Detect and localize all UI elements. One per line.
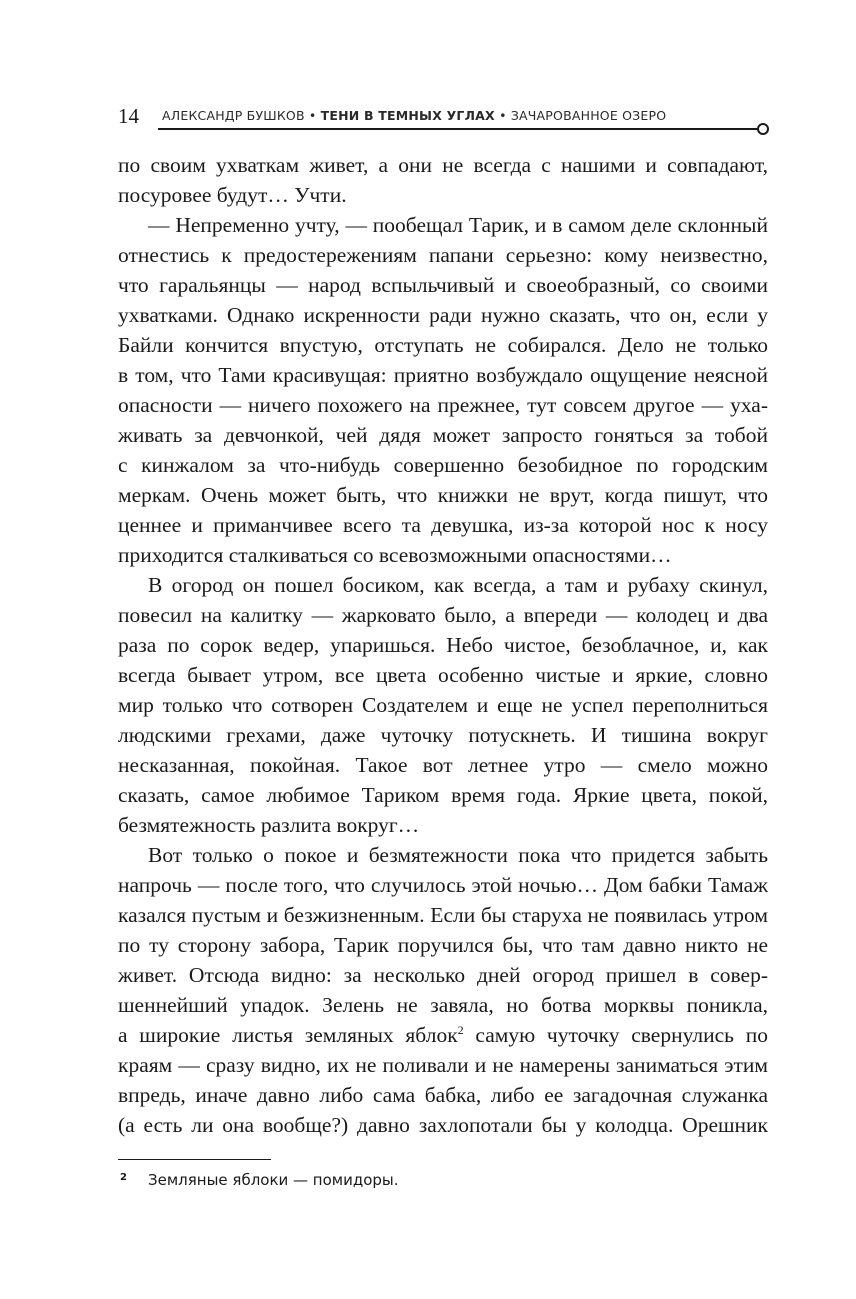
text-line: ухватками. Однако искренности ради нужно сказать, что он, если у: [118, 303, 768, 327]
book-title: ЗАЧАРОВАННОЕ ОЗЕРО: [510, 108, 667, 123]
separator-dot: •: [304, 108, 321, 123]
text-segment: самую чуточку свернулись по: [475, 1023, 768, 1047]
footnote-text: Земляные яблоки — помидоры.: [148, 1171, 399, 1189]
text-line: опасности — ничего похожего на прежнее, тут совсем другое — уха-: [118, 393, 768, 417]
text-line: в том, что Тами красивущая: приятно возбуждало ощущение неясной: [118, 363, 768, 387]
text-line: напрочь — после того, что случилось этой ночью… Дом бабки Тамаж: [118, 873, 768, 897]
text-line: шеннейший упадок. Зелень не завяла, но ботва морквы поникла,: [118, 993, 768, 1017]
footnote-reference[interactable]: 2: [457, 1022, 464, 1037]
text-segment: а широкие листья земляных яблок: [118, 1023, 458, 1047]
text-line: людскими грехами, даже чуточку потускнеть. И тишина вокруг: [118, 723, 768, 747]
text-line: по ту сторону забора, Тарик поручился бы, что там давно никто не: [118, 933, 768, 957]
separator-dot: •: [494, 108, 511, 123]
text-line: ценнее и приманчивее всего та девушка, из-за которой нос к носу: [118, 513, 768, 537]
running-head-text: [162, 108, 666, 123]
series-title: ТЕНИ В ТЕМНЫХ УГЛАХ: [320, 108, 495, 123]
author-name: АЛЕКСАНДР БУШКОВ: [162, 108, 305, 123]
text-line: казался пустым и безжизненным. Если бы старуха не появилась утром: [118, 903, 768, 927]
text-line: краям — сразу видно, их не поливали и не намерены заниматься этим: [118, 1053, 768, 1077]
text-line: впредь, иначе давно либо сама бабка, либо ее загадочная служанка: [118, 1083, 768, 1107]
text-line: (а есть ли она вообще?) давно захлопотали бы у колодца. Орешник: [118, 1113, 768, 1137]
text-line: Байли кончится впустую, отступать не собирался. Дело не только: [118, 333, 768, 357]
text-line: посуровее будут… Учти.: [118, 183, 347, 207]
text-line: живать за девчонкой, чей дядя может запросто гоняться за тобой: [118, 423, 768, 447]
text-line: несказанная, покойная. Такое вот летнее утро — смело можно: [118, 753, 768, 777]
footnote-mark: 2: [120, 1172, 127, 1183]
text-line: — Непременно учту, — пообещал Тарик, и в самом деле склонный: [148, 213, 768, 237]
text-line: всегда бывает утром, все цвета особенно чистые и яркие, словно: [118, 663, 768, 687]
text-line: меркам. Очень может быть, что книжки не врут, когда пишут, что: [118, 483, 768, 507]
body-text: [118, 150, 768, 1140]
text-line: повесил на калитку — жарковато было, а впереди — колодец и два: [118, 603, 768, 627]
page-number: 14: [118, 104, 139, 128]
text-line: В огород он пошел босиком, как всегда, а там и рубаху скинул,: [148, 573, 768, 597]
footnote-divider: [118, 1159, 271, 1160]
header-rule-circle-ornament: [757, 123, 769, 135]
text-line: Вот только о покое и безмятежности пока что придется забыть: [148, 843, 768, 867]
text-line-with-footnote: [118, 1020, 768, 1050]
text-line: сказать, самое любимое Тариком время года. Яркие цвета, покой,: [118, 783, 768, 807]
text-line: отнестись к предостережениям папани серьезно: кому неизвестно,: [118, 243, 768, 267]
text-line: раза по сорок ведер, упаришься. Небо чистое, безоблачное, и, как: [118, 633, 768, 657]
text-line: что гаральянцы — народ вспыльчивый и своеобразный, со своими: [118, 273, 768, 297]
text-line: приходится сталкиваться со всевозможными опасностями…: [118, 543, 672, 567]
text-line: мир только что сотворен Создателем и еще не успел переполниться: [118, 693, 768, 717]
text-line: по своим ухваткам живет, а они не всегда с нашими и совпадают,: [118, 153, 768, 177]
text-line: безмятежность разлита вокруг…: [118, 813, 420, 837]
header-rule: [158, 128, 758, 130]
text-line: с кинжалом за что-нибудь совершенно безобидное по городским: [118, 453, 768, 477]
text-line: живет. Отсюда видно: за несколько дней огород пришел в совер-: [118, 963, 768, 987]
